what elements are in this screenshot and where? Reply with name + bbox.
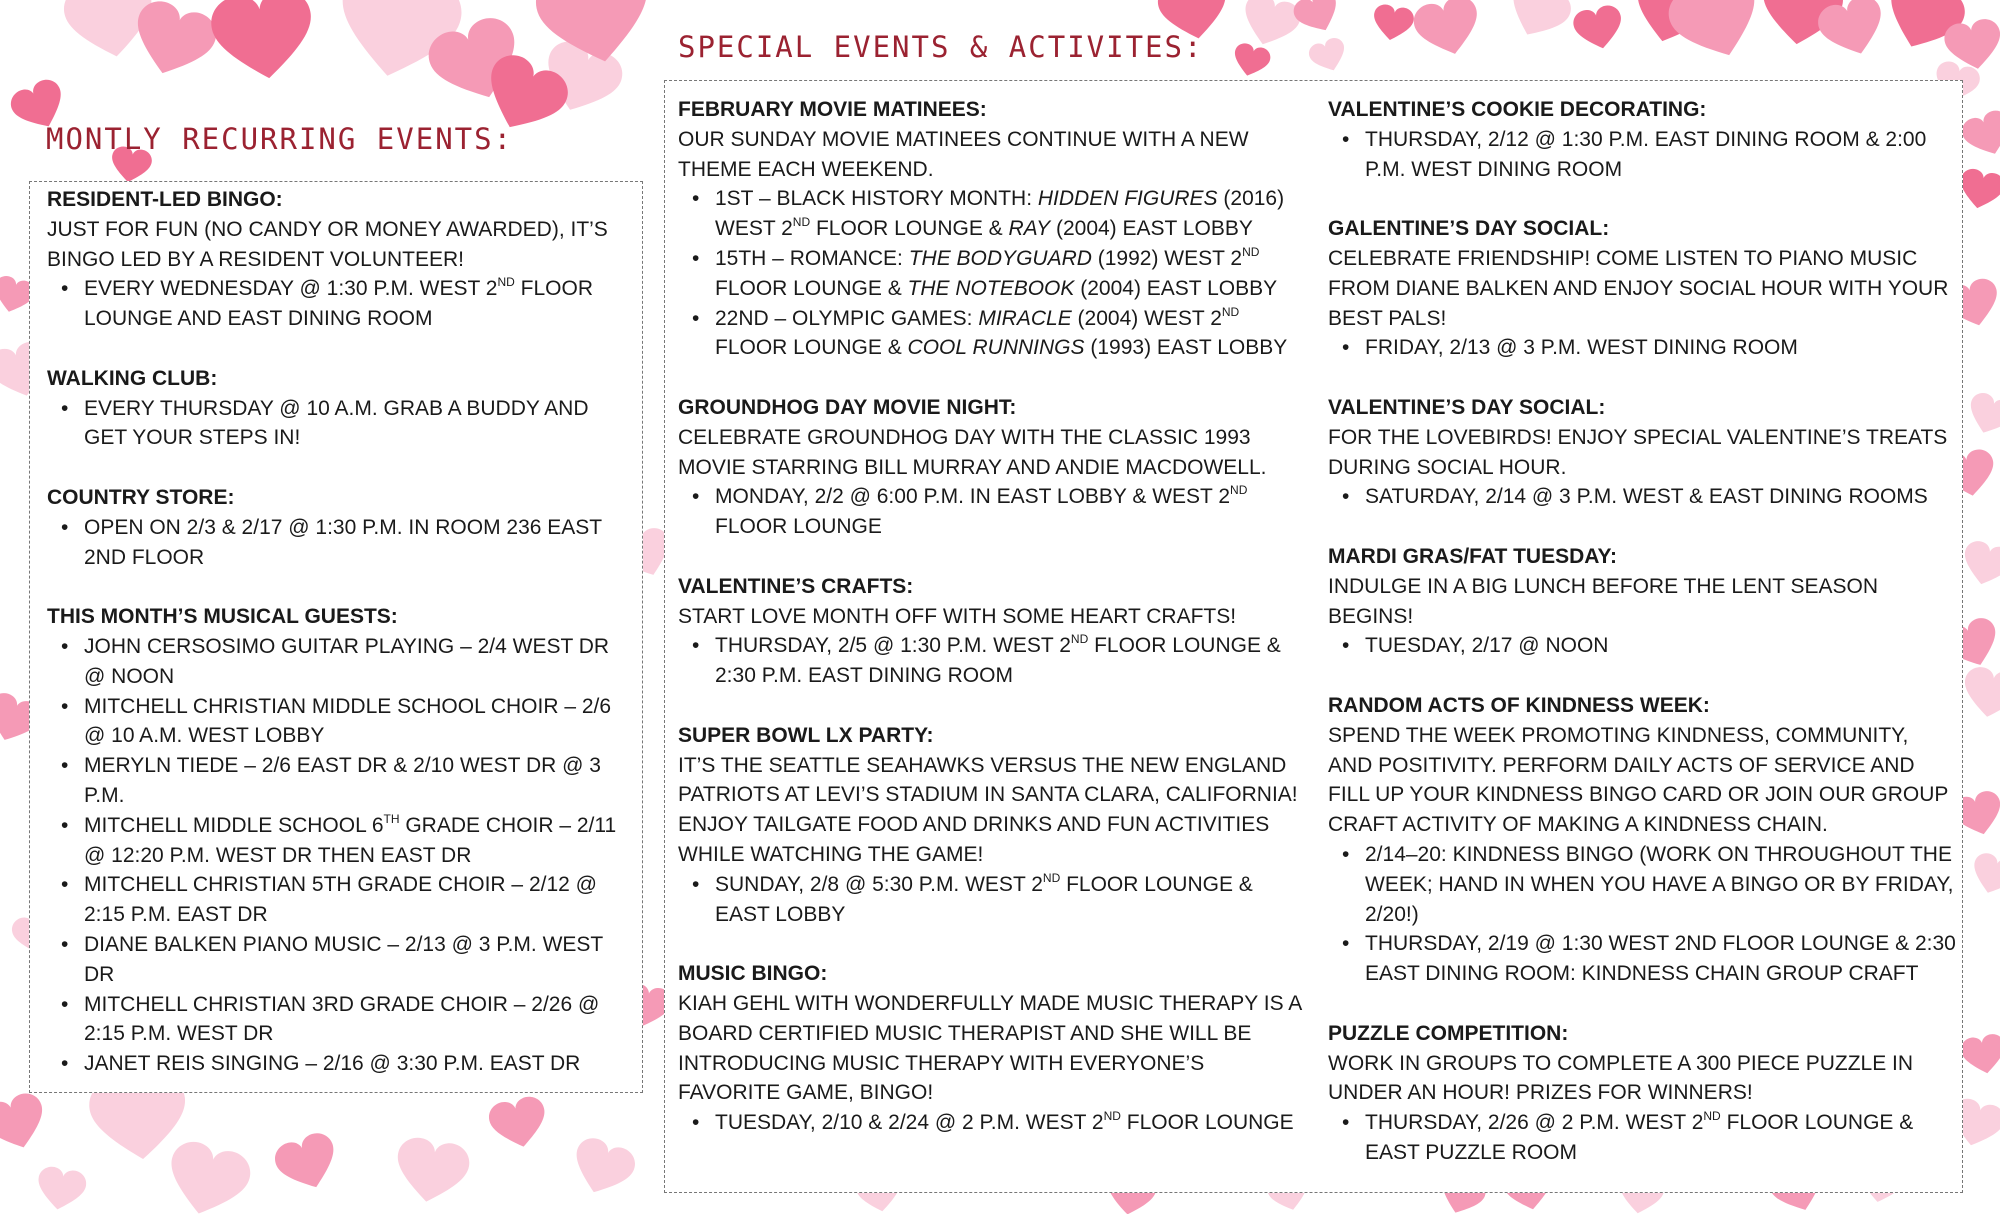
ordinal-suffix: ND [497, 275, 515, 290]
event-list [1328, 125, 1956, 185]
event-list [678, 870, 1308, 930]
item-text: JANET REIS SINGING – 2/16 @ 3:30 P.M. EAST DR [84, 1052, 581, 1076]
movie-title: COOL RUNNINGS [907, 336, 1085, 360]
item-text: MITCHELL MIDDLE SCHOOL 6 [84, 813, 384, 837]
section-title: THIS MONTH’S MUSICAL GUESTS: [47, 605, 398, 629]
list-item [84, 632, 632, 692]
event-list [1328, 333, 1956, 363]
list-item [715, 304, 1308, 364]
list-item [1365, 1108, 1956, 1168]
item-text: FLOOR LOUNGE [715, 485, 1254, 539]
section-description: START LOVE MONTH OFF WITH SOME HEART CRAFTS! [678, 604, 1237, 628]
item-text: 1ST – BLACK HISTORY MONTH: [715, 187, 1038, 211]
list-item [84, 1049, 632, 1079]
event-list [678, 184, 1308, 363]
item-text: THURSDAY, 2/19 @ 1:30 WEST 2ND FLOOR LOUNGE & 2:30 EAST DINING ROOM: KINDNESS CHAIN GROUP CRAFT [1365, 932, 1962, 986]
item-text: FLOOR LOUNGE AND EAST DINING ROOM [84, 277, 599, 331]
event-list [47, 632, 632, 1079]
item-text: 2/14–20: KINDNESS BINGO (WORK ON THROUGHOUT THE WEEK; HAND IN WHEN YOU HAVE A BINGO OR BY FRIDAY, 2/20!) [1365, 842, 1960, 926]
section-description: FOR THE LOVEBIRDS! ENJOY SPECIAL VALENTINE’S TREATS DURING SOCIAL HOUR. [1328, 425, 1948, 479]
item-text: EVERY WEDNESDAY @ 1:30 P.M. WEST 2 [84, 277, 498, 301]
ordinal-suffix: ND [1221, 304, 1240, 319]
list-item [84, 930, 632, 990]
list-item [1365, 929, 1962, 989]
item-text: THURSDAY, 2/26 @ 2 P.M. WEST 2 [1365, 1111, 1704, 1135]
event-list [678, 1108, 1308, 1138]
section-title: GROUNDHOG DAY MOVIE NIGHT: [678, 395, 1017, 419]
item-text: TUESDAY, 2/10 & 2/24 @ 2 P.M. WEST 2 [715, 1111, 1104, 1135]
section-title: VALENTINE’S DAY SOCIAL: [1328, 395, 1606, 419]
special-section [678, 393, 1308, 542]
item-text: 15TH – ROMANCE: [715, 246, 909, 270]
section-gap [47, 334, 632, 364]
item-text: (2004) WEST 2 [1071, 306, 1222, 330]
item-text: OPEN ON 2/3 & 2/17 @ 1:30 P.M. IN ROOM 236 EAST 2ND FLOOR [84, 515, 608, 569]
event-list [47, 513, 632, 573]
section-title: RANDOM ACTS OF KINDNESS WEEK: [1328, 693, 1710, 717]
list-item [84, 990, 632, 1050]
special-events-column-1 [678, 95, 1308, 1138]
list-item [84, 513, 632, 573]
ordinal-suffix: TH [383, 811, 400, 826]
section-gap [47, 453, 632, 483]
section-title: RESIDENT-LED BINGO: [47, 188, 283, 211]
special-section [1328, 1019, 1956, 1168]
item-text: 22ND – OLYMPIC GAMES: [715, 306, 979, 330]
section-title: GALENTINE’S DAY SOCIAL: [1328, 217, 1610, 241]
ordinal-suffix: ND [1703, 1109, 1721, 1124]
section-description: OUR SUNDAY MOVIE MATINEES CONTINUE WITH A NEW THEME EACH WEEKEND. [678, 127, 1249, 181]
section-description: CELEBRATE GROUNDHOG DAY WITH THE CLASSIC 1993 MOVIE STARRING BILL MURRAY AND ANDIE MACDOWELL. [678, 425, 1267, 479]
recurring-events-heading: MONTLY RECURRING EVENTS: [46, 122, 514, 156]
recurring-section [47, 483, 632, 572]
item-text: (1992) WEST 2 [1091, 246, 1243, 270]
special-section [1328, 691, 1962, 989]
item-text: FLOOR LOUNGE & [715, 246, 1266, 300]
item-text: JOHN CERSOSIMO GUITAR PLAYING – 2/4 WEST DR @ NOON [84, 634, 615, 688]
heart-icon [1500, 0, 1576, 47]
heart-icon [566, 1134, 640, 1203]
section-title: COUNTRY STORE: [47, 485, 235, 509]
movie-title: RAY [1008, 217, 1051, 241]
list-item [1365, 482, 1956, 512]
recurring-events-panel [29, 181, 643, 1093]
item-text: (2004) EAST LOBBY [1074, 276, 1278, 300]
section-title: MUSIC BINGO: [678, 962, 828, 986]
list-item [715, 184, 1308, 244]
special-section [1328, 542, 1956, 661]
section-description: SPEND THE WEEK PROMOTING KINDNESS, COMMUNITY, AND POSITIVITY. PERFORM DAILY ACTS OF SERVICE AND FILL UP YOUR KINDNESS BINGO CARD OR JOIN OUR GROUP CRAFT ACTIVITY OF MAKING A KINDNESS CHAIN. [1328, 723, 1949, 837]
heart-icon [1959, 665, 2000, 722]
ordinal-suffix: ND [792, 215, 811, 230]
special-events-column-2 [1328, 95, 1962, 1168]
event-list [1328, 1108, 1956, 1168]
heart-icon [1290, 0, 1346, 39]
event-list [1328, 840, 1962, 989]
movie-title: THE BODYGUARD [908, 246, 1092, 270]
section-gap [1328, 512, 1956, 542]
special-section [1328, 95, 1956, 184]
list-item [1365, 840, 1960, 929]
heart-icon [1958, 538, 2000, 590]
item-text: GRADE CHOIR – 2/11 @ 12:20 P.M. WEST DR THEN EAST DR [84, 813, 623, 867]
item-text: MITCHELL CHRISTIAN 5TH GRADE CHOIR – 2/12 @ 2:15 P.M. EAST DR [84, 873, 603, 927]
list-item [715, 244, 1308, 304]
event-list [678, 631, 1308, 691]
movie-title: MIRACLE [978, 306, 1072, 330]
list-item [84, 870, 632, 930]
heart-icon [1662, 0, 1770, 70]
special-section [1328, 393, 1956, 512]
heart-icon [1230, 41, 1273, 80]
section-description: CELEBRATE FRIENDSHIP! COME LISTEN TO PIANO MUSIC FROM DIANE BALKEN AND ENJOY SOCIAL HOUR WITH YOUR BEST PALS! [1328, 246, 1949, 330]
section-gap [678, 363, 1308, 393]
special-events-panel [664, 80, 1963, 1193]
section-description: IT’S THE SEATTLE SEAHAWKS VERSUS THE NEW ENGLAND PATRIOTS AT LEVI’S STADIUM IN SANTA CLARA, CALIFORNIA! ENJOY TAILGATE FOOD AND DRINKS AND FUN ACTIVITIES WHILE WATCHING THE GAME! [678, 753, 1298, 866]
heart-icon [1571, 3, 1627, 53]
item-text: FLOOR LOUNGE & [715, 306, 1246, 360]
section-title: VALENTINE’S CRAFTS: [678, 574, 914, 598]
section-title: FEBRUARY MOVIE MATINEES: [678, 98, 987, 121]
section-gap [678, 691, 1308, 721]
section-title: MARDI GRAS/FAT TUESDAY: [1328, 544, 1617, 568]
item-text: FLOOR LOUNGE & [810, 217, 1009, 241]
item-text: MITCHELL CHRISTIAN MIDDLE SCHOOL CHOIR – 2/6 @ 10 A.M. WEST LOBBY [84, 694, 617, 748]
heart-icon [270, 1129, 344, 1198]
recurring-section [47, 185, 632, 334]
list-item [1365, 333, 1956, 363]
section-description: JUST FOR FUN (NO CANDY OR MONEY AWARDED), IT’S BINGO LED BY A RESIDENT VOLUNTEER! [47, 217, 608, 271]
item-text: FLOOR LOUNGE & EAST LOBBY [715, 872, 1259, 926]
heart-icon [1963, 390, 2000, 440]
recurring-section [47, 602, 632, 1079]
section-gap [678, 542, 1308, 572]
special-events-heading: SPECIAL EVENTS & ACTIVITES: [678, 30, 1204, 64]
item-text: SUNDAY, 2/8 @ 5:30 P.M. WEST 2 [715, 872, 1043, 896]
item-text: (2016) WEST 2 [715, 187, 1290, 241]
item-text: FLOOR LOUNGE & EAST PUZZLE ROOM [1365, 1111, 1920, 1164]
movie-title: HIDDEN FIGURES [1037, 187, 1218, 211]
recurring-section [47, 364, 632, 453]
item-text: THURSDAY, 2/12 @ 1:30 P.M. EAST DINING ROOM & 2:00 P.M. WEST DINING ROOM [1365, 127, 1933, 181]
heart-icon [1959, 1032, 2000, 1077]
list-item [1365, 125, 1956, 185]
list-item [84, 394, 632, 454]
list-item [715, 631, 1308, 691]
movie-title: THE NOTEBOOK [907, 276, 1075, 300]
item-text: MITCHELL CHRISTIAN 3RD GRADE CHOIR – 2/26 @ 2:15 P.M. WEST DR [84, 992, 606, 1046]
section-title: SUPER BOWL LX PARTY: [678, 723, 934, 747]
section-title: PUZZLE COMPETITION: [1328, 1021, 1569, 1045]
list-item [84, 274, 632, 334]
special-section [678, 572, 1308, 691]
section-description: INDULGE IN A BIG LUNCH BEFORE THE LENT SEASON BEGINS! [1328, 574, 1879, 628]
list-item [1365, 631, 1956, 661]
list-item [84, 692, 632, 752]
ordinal-suffix: ND [1042, 870, 1061, 885]
list-item [84, 751, 632, 811]
item-text: FLOOR LOUNGE [1120, 1111, 1294, 1135]
list-item [84, 811, 632, 871]
item-text: SATURDAY, 2/14 @ 3 P.M. WEST & EAST DINING ROOMS [1365, 485, 1928, 509]
heart-icon [1410, 0, 1486, 62]
item-text: FRIDAY, 2/13 @ 3 P.M. WEST DINING ROOM [1365, 336, 1798, 360]
ordinal-suffix: ND [1070, 632, 1089, 647]
section-gap [678, 929, 1308, 959]
ordinal-suffix: ND [1230, 483, 1248, 498]
list-item [715, 1108, 1308, 1138]
section-gap [1328, 363, 1956, 393]
section-gap [47, 572, 632, 602]
item-text: DIANE BALKEN PIANO MUSIC – 2/13 @ 3 P.M. WEST DR [84, 932, 609, 986]
item-text: TUESDAY, 2/17 @ NOON [1365, 634, 1609, 658]
list-item [715, 870, 1308, 930]
item-text: FLOOR LOUNGE & 2:30 P.M. EAST DINING ROOM [715, 634, 1287, 688]
event-list [678, 482, 1308, 542]
item-text: EVERY THURSDAY @ 10 A.M. GRAB A BUDDY AND GET YOUR STEPS IN! [84, 396, 595, 450]
section-description: WORK IN GROUPS TO COMPLETE A 300 PIECE PUZZLE IN UNDER AN HOUR! PRIZES FOR WINNERS! [1328, 1051, 1914, 1105]
heart-icon [486, 1094, 551, 1153]
ordinal-suffix: ND [1103, 1109, 1121, 1124]
heart-icon [208, 0, 319, 85]
heart-icon [1306, 35, 1350, 76]
section-gap [1328, 661, 1956, 691]
section-title: WALKING CLUB: [47, 366, 218, 390]
ordinal-suffix: ND [1242, 244, 1260, 259]
item-text: THURSDAY, 2/5 @ 1:30 P.M. WEST 2 [715, 634, 1071, 658]
special-section [678, 959, 1308, 1138]
item-text: MONDAY, 2/2 @ 6:00 P.M. IN EAST LOBBY & WEST 2 [715, 485, 1231, 509]
section-description: KIAH GEHL WITH WONDERFULLY MADE MUSIC THERAPY IS A BOARD CERTIFIED MUSIC THERAPIST AND SHE WILL BE INTRODUCING MUSIC THERAPY WITH EVERYONE’S FAVORITE GAME, BINGO! [678, 991, 1302, 1105]
item-text: (2004) EAST LOBBY [1050, 217, 1253, 241]
section-gap [1328, 989, 1956, 1019]
heart-icon [34, 1165, 88, 1214]
heart-icon [160, 1137, 255, 1214]
section-title: VALENTINE’S COOKIE DECORATING: [1328, 98, 1707, 121]
event-list [47, 394, 632, 454]
heart-icon [391, 1135, 473, 1208]
special-section [678, 721, 1308, 930]
heart-icon [1958, 107, 2000, 162]
item-text: MERYLN TIEDE – 2/6 EAST DR & 2/10 WEST DR @ 3 P.M. [84, 754, 607, 807]
section-gap [1328, 184, 1956, 214]
event-list [1328, 482, 1956, 512]
heart-icon [1370, 3, 1415, 44]
item-text: (1993) EAST LOBBY [1084, 336, 1288, 360]
heart-icon [1967, 850, 2000, 899]
special-section [678, 95, 1308, 363]
list-item [715, 482, 1308, 542]
special-section [1328, 214, 1956, 363]
heart-icon [0, 1089, 52, 1156]
event-list [47, 274, 632, 334]
event-list [1328, 631, 1956, 661]
heart-icon [1814, 0, 1892, 63]
